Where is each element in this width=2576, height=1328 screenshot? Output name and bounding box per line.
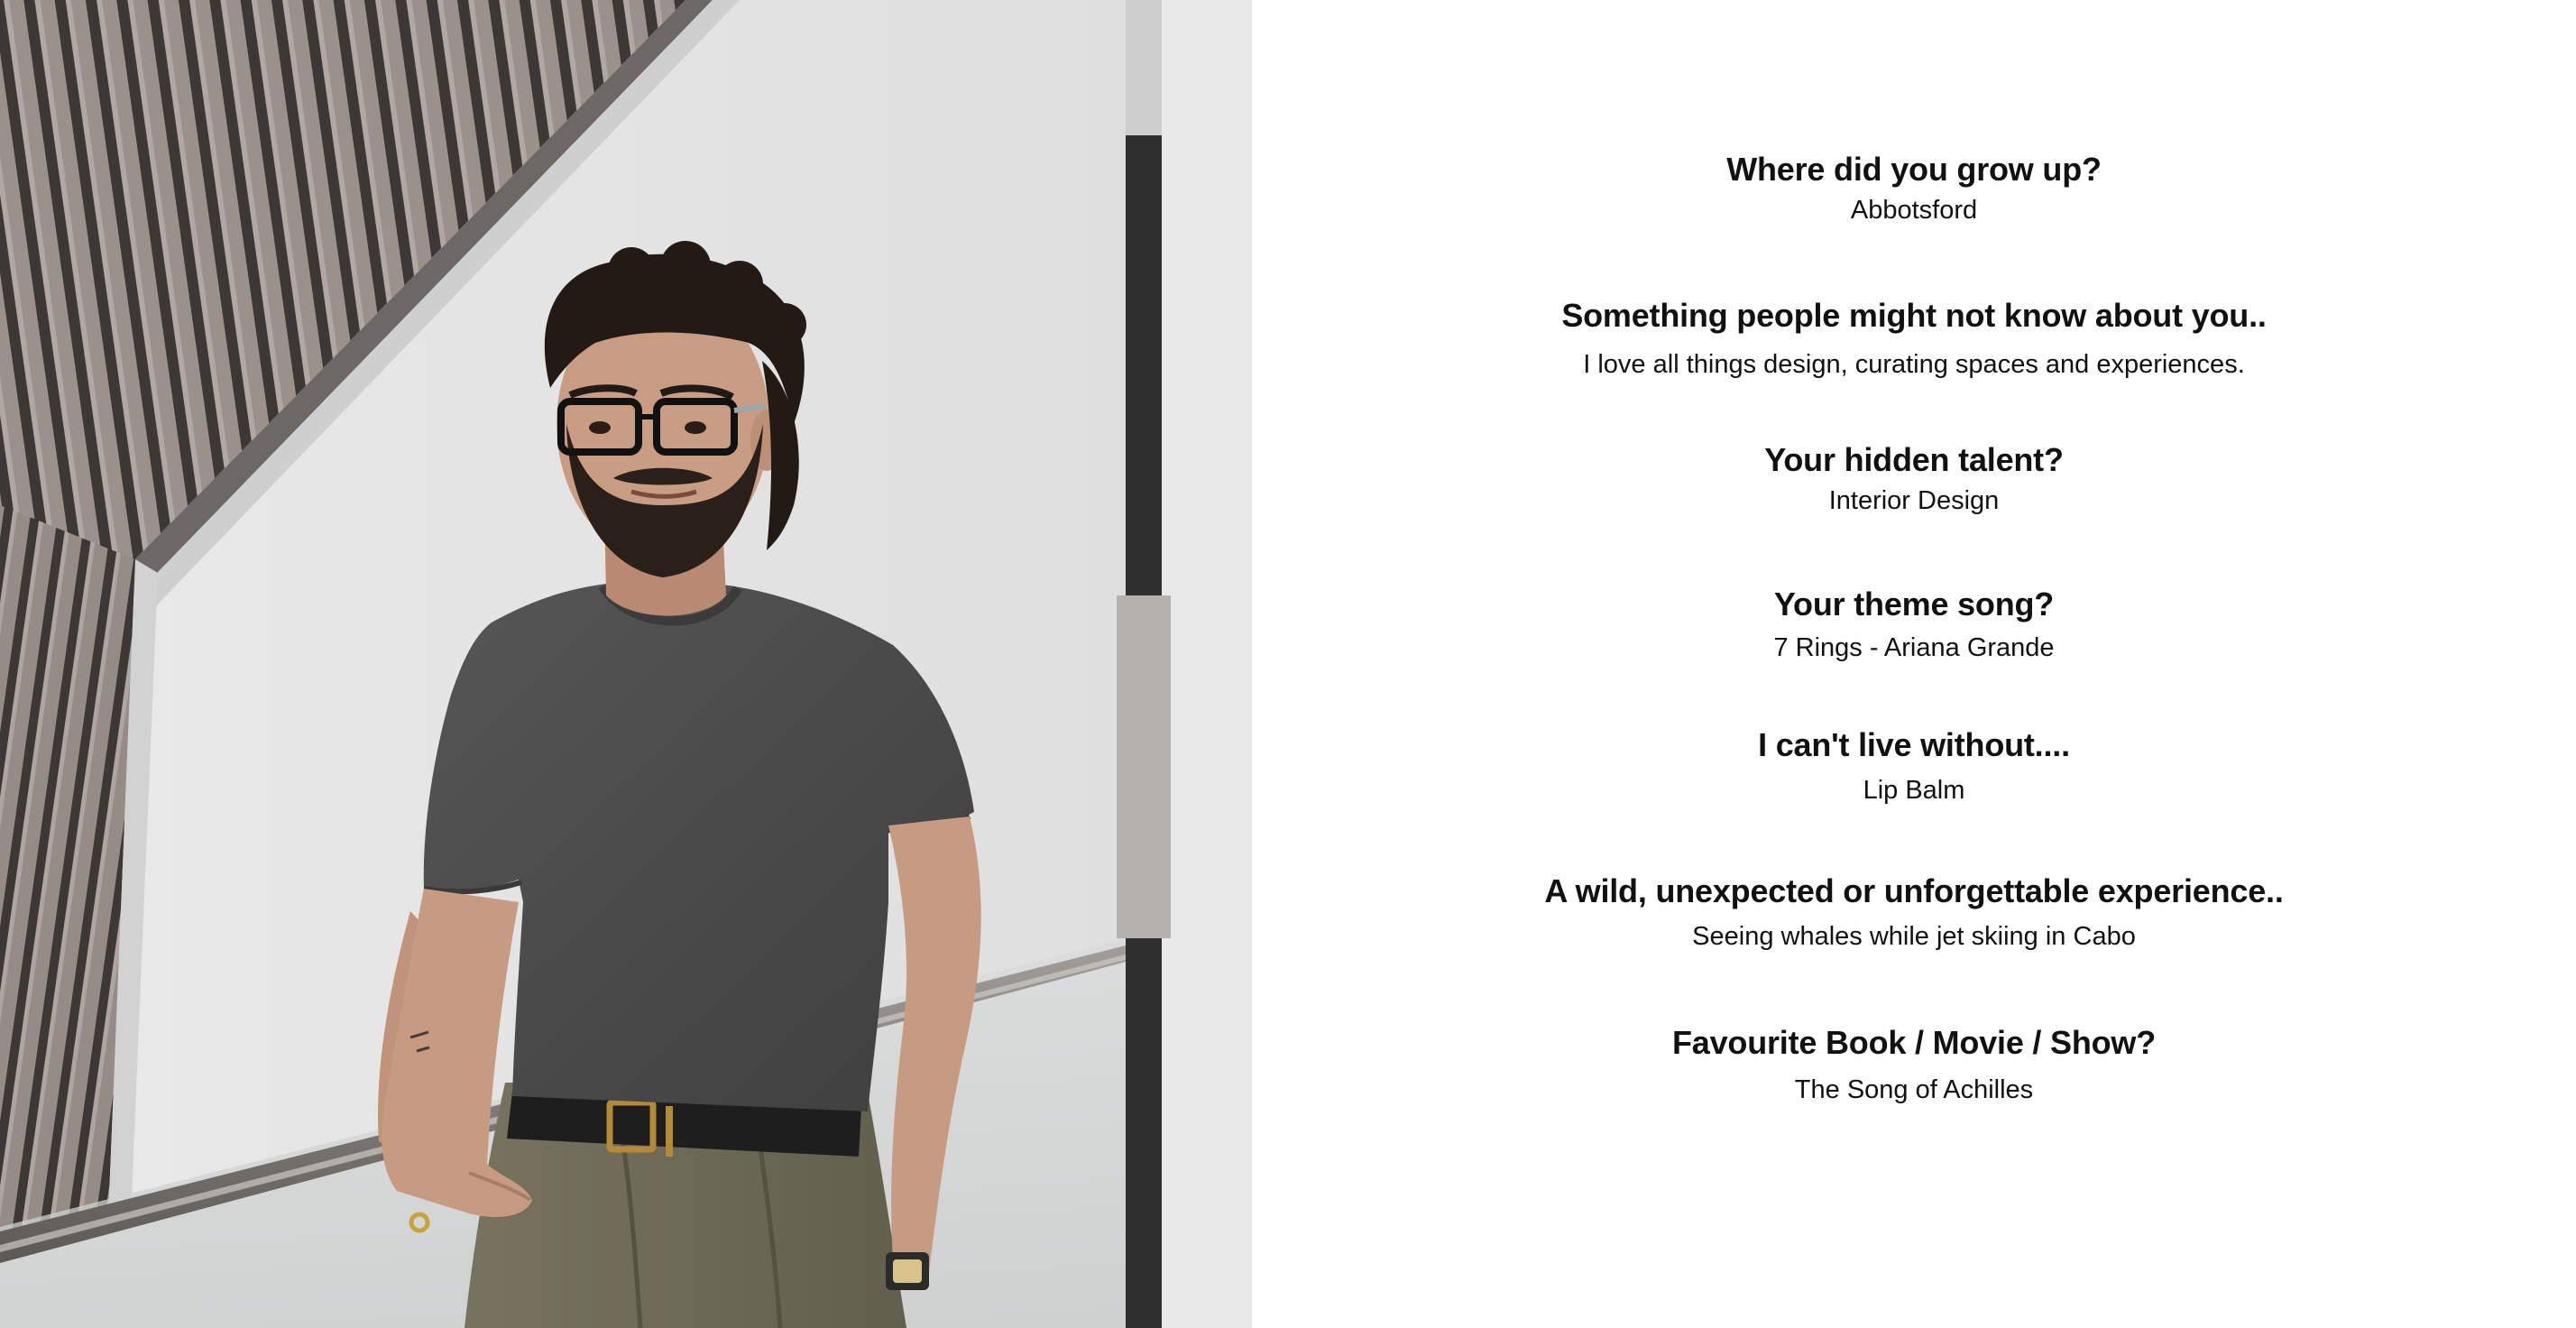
answer-text: I love all things design, curating spaces and experiences.	[1583, 350, 2245, 379]
question-heading: Where did you grow up?	[1726, 151, 2102, 188]
answer-text: Interior Design	[1828, 486, 2000, 515]
qa-item-theme-song	[1252, 585, 2576, 664]
question-heading: A wild, unexpected or unforgettable experience..	[1544, 872, 2284, 909]
qa-panel	[1252, 0, 2576, 1328]
qa-item-hidden-talent	[1252, 440, 2576, 517]
answer-text: Lip Balm	[1863, 776, 1965, 805]
answer-text: 7 Rings - Ariana Grande	[1773, 633, 2055, 662]
qa-item-wild-experience	[1252, 872, 2576, 953]
question-heading: Favourite Book / Movie / Show?	[1671, 1024, 2157, 1061]
answer-text: Abbotsford	[1850, 196, 1978, 225]
qa-item-favourite-book-movie-show	[1252, 1023, 2576, 1106]
qa-item-grew-up	[1252, 150, 2576, 226]
portrait-illustration	[0, 0, 1252, 1328]
answer-text: The Song of Achilles	[1794, 1075, 2034, 1104]
qa-item-something-people-might-not-know	[1252, 296, 2576, 381]
question-heading: Something people might not know about you..	[1561, 297, 2267, 334]
question-heading: Your theme song?	[1773, 586, 2055, 622]
portrait-photo	[0, 0, 1252, 1328]
qa-item-cant-live-without	[1252, 725, 2576, 807]
question-heading: I can't live without....	[1758, 726, 2070, 763]
answer-text: Seeing whales while jet skiing in Cabo	[1692, 922, 2136, 951]
question-heading: Your hidden talent?	[1764, 441, 2064, 478]
